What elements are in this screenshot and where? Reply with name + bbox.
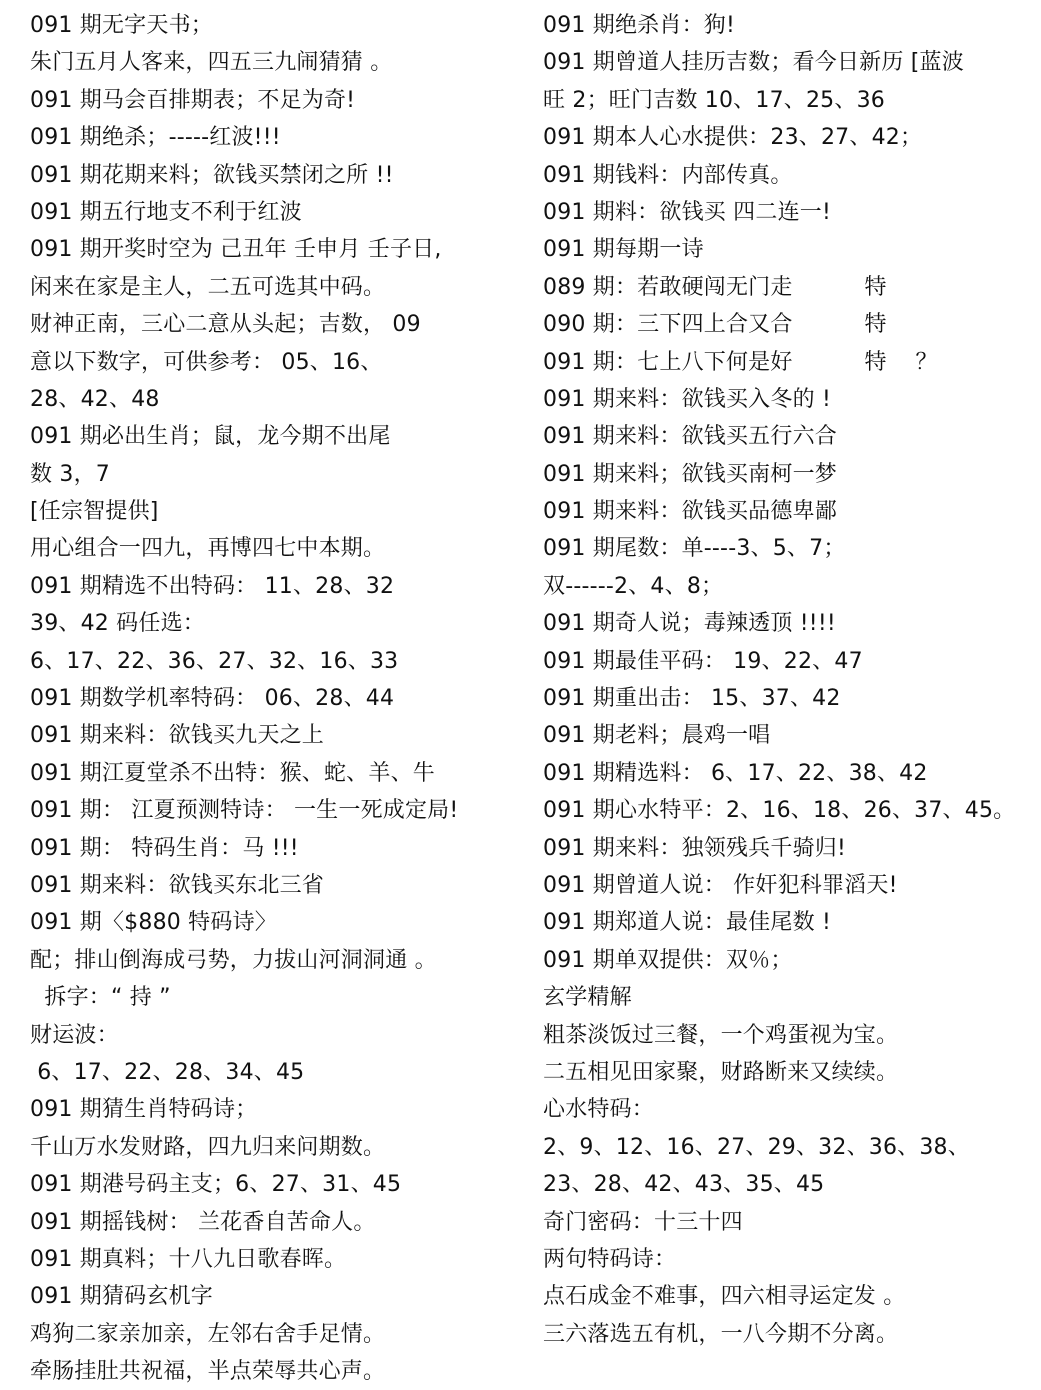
text-line: 091 期猜码玄机字 xyxy=(30,1284,213,1310)
text-line: 二五相见田家聚，财路断来又续续。 xyxy=(543,1059,899,1085)
text-line: 旺 2；旺门吉数 10、17、25、36 xyxy=(543,87,885,113)
text-line: 091 期曾道人说： 作奸犯科罪滔天! xyxy=(543,872,898,898)
text-line: 091 期来料：独领残兵千骑归! xyxy=(543,835,847,861)
text-line: 091 期港号码主支；6、27、31、45 xyxy=(30,1172,402,1198)
text-line: 拆字：“ 持 ” xyxy=(30,985,171,1011)
text-line: 091 期奇人说；毒辣透顶 !!!! xyxy=(543,611,836,637)
text-line: 091 期猜生肖特码诗； xyxy=(30,1097,258,1123)
text-line: 091 期老料；晨鸡一唱 xyxy=(543,723,771,749)
text-line: 091 期来料：欲钱买五行六合 xyxy=(543,424,837,450)
text-line: 091 期重出击： 15、37、42 xyxy=(543,686,841,712)
text-line: 牵肠挂肚共祝福，半点荣辱共心声。 xyxy=(30,1359,386,1385)
text-line: 091 期开奖时空为 己丑年 壬申月 壬子日, xyxy=(30,237,442,263)
text-line: 091 期：七上八下何是好 特 ？ xyxy=(543,349,938,375)
text-line: 三六落选五有机，一八今期不分离。 xyxy=(543,1321,899,1347)
text-line: 091 期真料；十八九日歌春晖。 xyxy=(30,1246,347,1272)
text-line: 091 期无字天书； xyxy=(30,13,213,38)
text-line: 配；排山倒海成弓势，力拔山河洞洞通 。 xyxy=(30,947,437,973)
text-line: 091 期马会百排期表；不足为奇! xyxy=(30,87,356,113)
text-line: 千山万水发财路，四九归来问期数。 xyxy=(30,1134,386,1160)
text-line: 意以下数字，可供参考： 05、16、 xyxy=(30,349,383,375)
text-line: 091 期心水特平：2、16、18、26、37、45。 xyxy=(543,798,1016,824)
text-line: 091 期料：欲钱买 四二连一! xyxy=(543,199,831,225)
text-line: 091 期： 江夏预测特诗： 一生一死成定局! xyxy=(30,798,459,824)
text-line: 双------2、4、8； xyxy=(543,573,724,599)
text-line: 091 期最佳平码： 19、22、47 xyxy=(543,648,863,674)
text-line: 091 期绝杀；-----红波!!! xyxy=(30,125,281,151)
text-line: 091 期每期一诗 xyxy=(543,237,704,263)
text-line: 091 期数学机率特码： 06、28、44 xyxy=(30,686,395,712)
text-line: 奇门密码：十三十四 xyxy=(543,1209,743,1235)
text-line: 23、28、42、43、35、45 xyxy=(543,1172,825,1198)
text-line: 091 期来料：欲钱买九天之上 xyxy=(30,723,324,749)
text-line: 091 期绝杀肖：狗! xyxy=(543,13,736,38)
text-line: 6、17、22、28、34、45 xyxy=(30,1059,305,1085)
text-line: 点石成金不难事，四六相寻运定发 。 xyxy=(543,1284,906,1310)
text-line: 6、17、22、36、27、32、16、33 xyxy=(30,648,399,674)
text-line: 闲来在家是主人，二五可选其中码。 xyxy=(30,274,386,300)
text-line: 091 期尾数：单----3、5、7； xyxy=(543,536,846,562)
text-line: 091 期精选料： 6、17、22、38、42 xyxy=(543,760,928,786)
text-line: 财神正南，三心二意从头起；吉数， 09 xyxy=(30,312,421,338)
text-line: 用心组合一四九，再博四七中本期。 xyxy=(30,536,386,562)
text-line: 091 期单双提供：双％； xyxy=(543,947,793,973)
text-line: 091 期来料：欲钱买品德卑鄙 xyxy=(543,499,837,525)
text-line: 28、42、48 xyxy=(30,386,160,412)
text-line: 091 期精选不出特码： 11、28、32 xyxy=(30,573,395,599)
text-line: 091 期花期来料；欲钱买禁闭之所 !! xyxy=(30,162,394,188)
text-line: 091 期本人心水提供：23、27、42； xyxy=(543,125,923,151)
text-line: 粗茶淡饭过三餐，一个鸡蛋视为宝。 xyxy=(543,1022,899,1048)
text-line: 玄学精解 xyxy=(543,985,632,1011)
text-line: 090 期：三下四上合又合 特 xyxy=(543,312,887,338)
text-line: 089 期：若敢硬闯无门走 特 xyxy=(543,274,887,300)
text-line: 091 期曾道人挂历吉数；看今日新历 [蓝波 xyxy=(543,50,964,76)
text-line: 091 期钱料：内部传真。 xyxy=(543,162,793,188)
left-column xyxy=(30,7,520,1390)
text-line: 两句特码诗： xyxy=(543,1246,677,1272)
text-line: 091 期郑道人说：最佳尾数 ! xyxy=(543,910,831,936)
text-line: 091 期来料；欲钱买南柯一梦 xyxy=(543,461,837,487)
text-line: 091 期江夏堂杀不出特：猴、蛇、羊、牛 xyxy=(30,760,435,786)
right-column xyxy=(543,7,1033,1353)
text-line: 鸡狗二家亲加亲，左邻右舍手足情。 xyxy=(30,1321,386,1347)
text-line: 心水特码： xyxy=(543,1097,655,1123)
text-line: 091 期摇钱树： 兰花香自苦命人。 xyxy=(30,1209,376,1235)
text-line: 091 期五行地支不利于红波 xyxy=(30,199,302,225)
text-line: 财运波： xyxy=(30,1022,119,1048)
text-line: 091 期〈$880 特码诗〉 xyxy=(30,910,277,936)
text-line: 2、9、12、16、27、29、32、36、38、 xyxy=(543,1134,970,1160)
text-line: [任宗智提供] xyxy=(30,499,159,525)
text-line: 091 期来料：欲钱买入冬的 ! xyxy=(543,386,831,412)
text-line: 数 3，7 xyxy=(30,461,110,487)
text-line: 39、42 码任选： xyxy=(30,611,205,637)
text-line: 091 期必出生肖；鼠，龙今期不出尾 xyxy=(30,424,391,450)
text-line: 朱门五月人客来，四五三九闹猜猜 。 xyxy=(30,50,393,76)
text-line: 091 期来料：欲钱买东北三省 xyxy=(30,872,324,898)
text-line: 091 期： 特码生肖：马 !!! xyxy=(30,835,299,861)
